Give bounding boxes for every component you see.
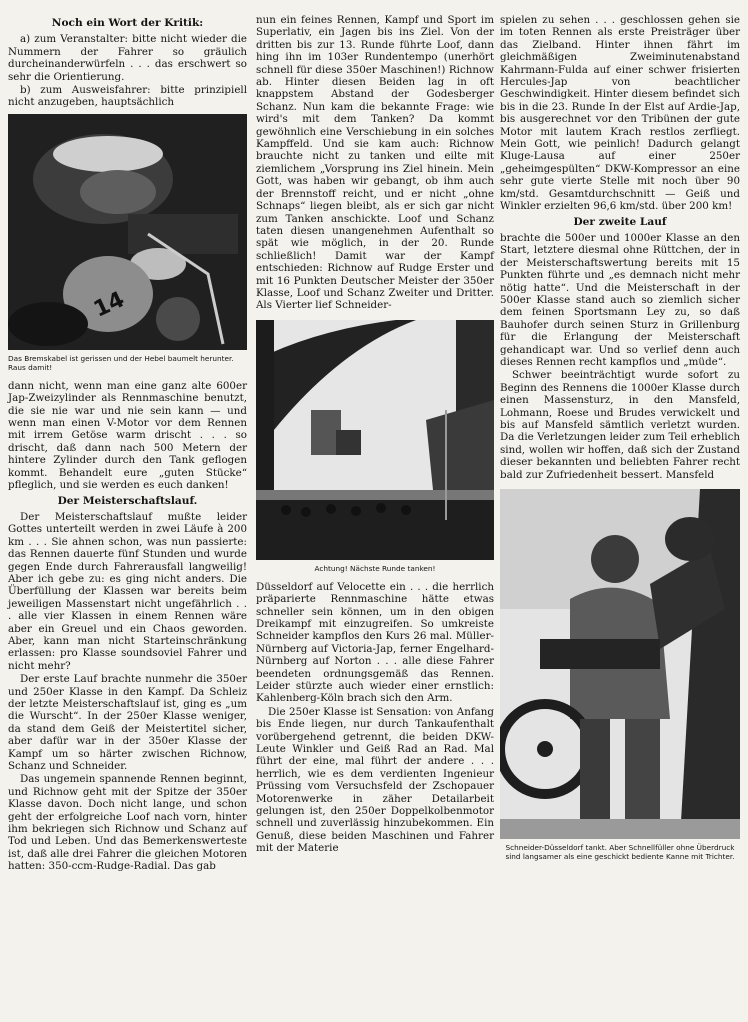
- paragraph: Schwer beeinträchtigt wurde sofort zu Beginn des Rennens die 1000er Klasse durch einen Massensturz, in den Mansfeld, Lohmann, Roese und Brudes verwickelt und bis auf Mansfeld sämtlich verletzt wurden. Da die Verletzungen leider zum Teil erheblich sind, wollen wir hoffen, daß sich der Zustand dieser bekannten und beliebten Fahrer recht bald zur Zufriedenheit bessert. Mansfeld: [500, 369, 740, 481]
- paragraph: brachte die 500er und 1000er Klasse an den Start, letztere diesmal ohne Rüttchen, der in der Meisterschaftswertung bereits mit 15 Punkten führte und „es demnach nicht mehr nötig hatte“. Und die Meisterschaft in der 500er Klasse stand auch so ziemlich sicher dem feinen Sportsmann Ley zu, so daß Bauhofer durch seinen Sturz in Grillenburg für die Erlangung der Meisterschaft gehandicapt war. Und so verlief denn auch dieses Rennen recht kampflos und „müde“.: [500, 231, 740, 368]
- photo-caption: Das Bremskabel ist gerissen und der Hebel baumelt herunter. Raus damit!: [8, 353, 234, 372]
- paragraph: Der erste Lauf brachte nunmehr die 350er und 250er Klasse in den Kampf. Da Schleiz der letzte Meisterschaftslauf ist, ging es „um die Wurscht“. In der 250er Klasse weniger, da stand dem Geiß der Meistertitel sicher, aber dafür war in der 350er Klasse der Kampf um so härter zwischen Richnow, Schanz und Schneider.: [8, 673, 247, 773]
- paragraph: spielen zu sehen . . . geschlossen gehen sie im toten Rennen als erste Preisträger über das Zielband. Hinter ihnen fährt im gleichmäßigen Zweiminutenabstand Kahrmann-Fulda auf einer schwer frisierten Hercules-Jap von beachtlicher Geschwindigkeit. Hinter diesem befindet sich bis in die 23. Runde In der Elst auf Ardie-Jap, bis ausgerechnet vor den Tribünen der gute Motor mit lautem Krach restlos zerfliegt. Mein Gott, wie peinlich! Dadurch gelangt Kluge-Lausa auf einer 250er „geheimgespülten“ DKW-Kompressor an eine sehr gute vierte Stelle mit noch über 90 km/std. Gesamtdurchschnitt — Geiß und Winkler erzielten 96,6 km/std. über 200 km!: [500, 14, 740, 213]
- photo-brake-cable: [8, 114, 247, 350]
- column-middle: [256, 14, 494, 856]
- paragraph: nun ein feines Rennen, Kampf und Sport im Superlativ, ein Jagen bis ins Ziel. Von der dritten bis zur 13. Runde führte Loof, dann hing ihn im 103er Rundentempo (unerhört schnell für diese 350er Maschinen!) Richnow ab. Hinter diesen Beiden lag in oft knappstem Abstand der Godesberger Schanz. Nun kam die bekannte Frage: wie wird's mit dem Tanken? Da kommt gewöhnlich eine Verschiebung in ein solches Kampffeld. Und sie kam auch: Richnow brauchte nicht zu tanken und eilte mit ziemlichem „Vorsprung ins Ziel hinein. Mein Gott, was haben wir gebangt, ob ihm auch der Brennstoff reicht, und er nicht „ohne Schnaps“ liegen bleibt, als er sich gar nicht zum Tanken anschickte. Loof und Schanz taten diesen unangenehmen Aufenthalt so spät wie möglich, in der 20. Runde schließlich! Damit war der Kampf entschieden: Richnow auf Rudge Erster und mit 16 Punkten Deutscher Meister der 350er Klasse, Loof und Schanz Zweiter und Dritter. Als Vierter lief Schneider-: [256, 14, 494, 312]
- photo-caption: Achtung! Nächste Runde tanken!: [314, 563, 436, 573]
- paragraph: b) zum Ausweisfahrer: bitte prinzipiell nicht anzugeben, hauptsächlich: [8, 84, 247, 109]
- paragraph: Das ungemein spannende Rennen beginnt, und Richnow geht mit der Spitze der 350er Klasse davon. Doch nicht lange, und schon geht der erfolgreiche Loof nach vorn, hinter ihm bekriegen sich Richnow und Schanz auf Tod und Leben. Und das Bemerkenswerteste ist, daß alle drei Fahrer die gleichen Motoren hatten: 350-ccm-Rudge-Radial. Das gab: [8, 773, 247, 873]
- photo-caption: Schneider-Düsseldorf tankt. Aber Schnellfüller ohne Überdruck sind langsamer als eine geschickt bediente Kanne mit Trichter.: [505, 843, 735, 862]
- photo-refueling-image: [500, 489, 740, 839]
- paragraph: a) zum Veranstalter: bitte nicht wieder die Nummern der Fahrer so gräulich durcheinanderwürfeln . . . das erschwert so sehr die Orientierung.: [8, 33, 247, 83]
- heading-kritik: Noch ein Wort der Kritik:: [51, 17, 204, 29]
- photo-refueling: [500, 489, 740, 839]
- paragraph: Düsseldorf auf Velocette ein . . . die herrlich präparierte Rennmaschine hätte etwas schneller sein können, um in den obigen Dreikampf mit einzugreifen. So umkreiste Schneider kampflos den Kurs 26 mal. Müller-Nürnberg auf Victoria-Jap, ferner Engelhard-Nürnberg auf Norton . . . alle diese Fahrer beendeten ordnungsgemäß das Rennen. Leider stürzte auch wieder einer ernstlich: Kahlenberg-Köln brach sich den Arm.: [256, 580, 494, 705]
- photo-pit-board-image: [256, 320, 494, 560]
- photo-pit-board: [256, 320, 494, 560]
- heading-zweiter-lauf: Der zweite Lauf: [573, 215, 667, 228]
- paragraph: Die 250er Klasse ist Sensation: von Anfang bis Ende liegen, nur durch Tankaufenthalt vorübergehend getrennt, die beiden DKW-Leute Winkler und Geiß Rad an Rad. Mal führt der eine, mal führt der andere . . . herrlich, wie es dem verdienten Ingenieur Prüssing vom Versuchsfeld der Zschopauer Motorenwerke in zäher Detailarbeit gelungen ist, den 250er Doppelkolbenmotor schnell und zuverlässig hinzubekommen. Ein Genuß, diese beiden Maschinen und Fahrer mit der Materie: [256, 705, 494, 855]
- photo-brake-cable-image: [8, 114, 247, 350]
- heading-meisterschaftslauf: Der Meisterschaftslauf.: [57, 494, 198, 507]
- paragraph: dann nicht, wenn man eine ganz alte 600er Jap-Zweizylinder als Rennmaschine benutzt, die sie nie war und nie sein kann — und wenn man einen V-Motor vor dem Rennen mit irrem Getöse warm drischt . . . so drischt, daß dann nach 500 Metern der hintere Zylinder durch den Tank geflogen kommt. Behandelt eure „guten Stücke“ pfleglich, und sie werden es euch danken!: [8, 379, 247, 492]
- column-left: [8, 14, 247, 874]
- column-right: [500, 14, 740, 869]
- paragraph: Der Meisterschaftslauf mußte leider Gottes unterteilt werden in zwei Läufe à 200 km . . . Sie ahnen schon, was nun passierte: das Rennen dauerte fünf Stunden und wurde gegen Ende durch Fahrerausfall langweilig! Aber ich gebe zu: es ging nicht anders. Die Überfüllung der Klassen war bereits beim jeweiligen Massenstart nicht ungefährlich . . . alle vier Klassen in einem Rennen wäre aber ein Greuel und ein Chaos geworden. Aber, kann man nicht Starteinschränkung erlassen: pro Klasse soundsoviel Fahrer und nicht mehr?: [8, 510, 247, 672]
- race-number-label: 14: [90, 286, 129, 323]
